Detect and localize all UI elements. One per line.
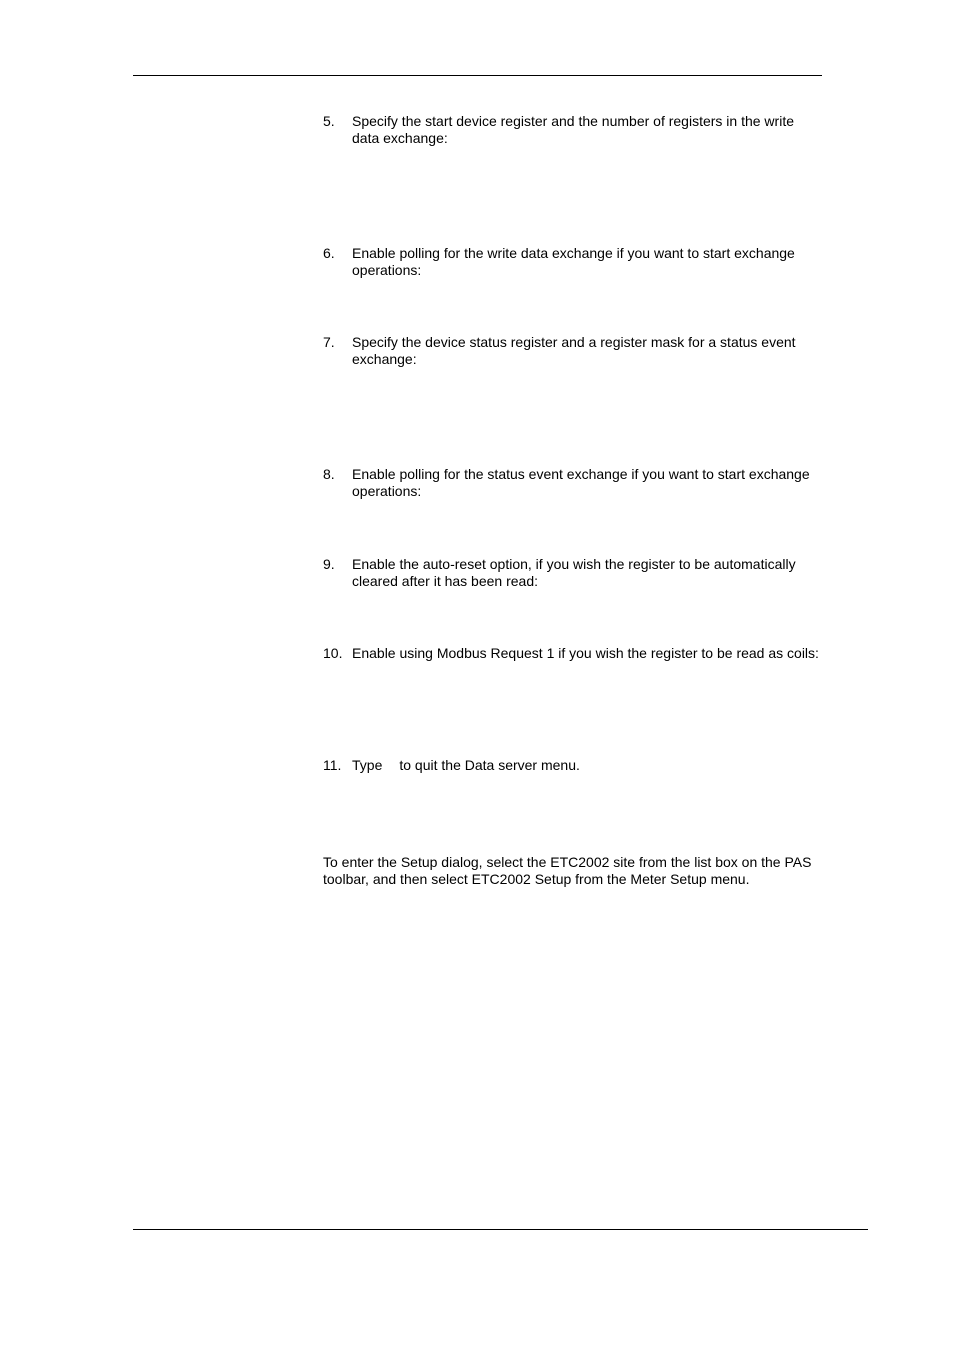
step-5 xyxy=(323,113,823,147)
step-number: 7. xyxy=(323,334,335,350)
step-8 xyxy=(323,466,823,500)
step-9 xyxy=(323,556,823,590)
step-number: 11. xyxy=(323,757,342,773)
step-11 xyxy=(323,757,823,774)
step-text: Specify the device status register and a register mask for a status event exchange: xyxy=(352,334,796,367)
step-text: Enable polling for the status event exchange if you want to start exchange operations: xyxy=(352,466,810,499)
step-text-after: to quit the Data server menu. xyxy=(399,757,580,773)
step-text-before: Type xyxy=(352,757,383,773)
step-number: 9. xyxy=(323,556,335,572)
step-text xyxy=(352,757,823,774)
step-number: 10. xyxy=(323,645,343,661)
step-number: 6. xyxy=(323,245,335,261)
step-text: Specify the start device register and the number of registers in the write data exchange: xyxy=(352,113,794,146)
step-text: Enable using Modbus Request 1 if you wish the register to be read as coils: xyxy=(352,645,819,661)
step-text: Enable the auto-reset option, if you wish the register to be automatically cleared after it has been read: xyxy=(352,556,796,589)
header-rule xyxy=(133,75,822,76)
step-10 xyxy=(323,645,823,662)
step-6 xyxy=(323,245,823,279)
step-7 xyxy=(323,334,823,368)
step-number: 8. xyxy=(323,466,335,482)
setup-paragraph: To enter the Setup dialog, select the ETC2002 site from the list box on the PAS toolbar, and then select ETC2002 Setup from the Meter Setup menu. xyxy=(323,854,812,887)
step-text: Enable polling for the write data exchange if you want to start exchange operations: xyxy=(352,245,795,278)
footer-rule xyxy=(133,1229,868,1230)
step-number: 5. xyxy=(323,113,335,129)
